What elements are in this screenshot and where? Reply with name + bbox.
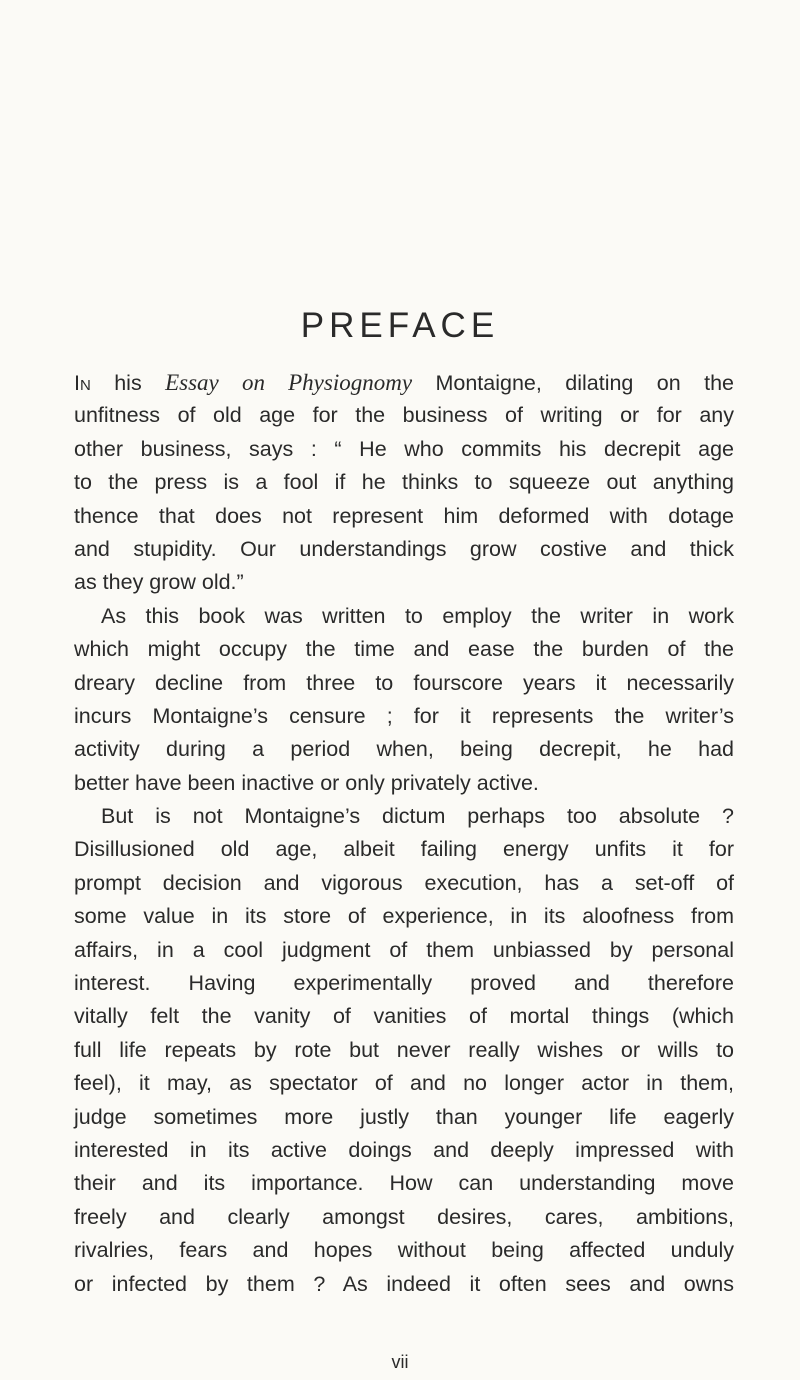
text-line: As this book was written to employ the writer in work <box>101 603 734 628</box>
text-line: affairs, in a cool judgment of them unbiassed by personal <box>74 937 734 962</box>
text-line: rivalries, fears and hopes without being affected unduly <box>74 1238 734 1263</box>
text-line: prompt decision and vigorous execution, has a set-off of <box>74 870 734 895</box>
text-line: activity during a period when, being decrepit, he had <box>74 737 734 762</box>
text-line: But is not Montaigne’s dictum perhaps too absolute ? <box>101 804 734 829</box>
text-line: vitally felt the vanity of vanities of mortal things (which <box>74 1004 734 1029</box>
text-line: or infected by them ? As indeed it often sees and owns <box>74 1271 734 1296</box>
text-fragment: his <box>90 371 166 395</box>
text-line: unfitness of old age for the business of writing or for any <box>74 403 734 428</box>
page-heading: PREFACE <box>300 306 500 345</box>
text-line: full life repeats by rote but never really wishes or wills to <box>74 1037 734 1062</box>
text-line: to the press is a fool if he thinks to squeeze out anything <box>74 470 734 495</box>
text-line: judge sometimes more justly than younger life eagerly <box>74 1104 734 1129</box>
text-line: and stupidity. Our understandings grow costive and thick <box>74 536 734 561</box>
text-line: freely and clearly amongst desires, cares, ambitions, <box>74 1204 734 1229</box>
text-line: feel), it may, as spectator of and no longer actor in them, <box>74 1071 734 1096</box>
text-line: better have been inactive or only privately active. <box>74 770 539 795</box>
text-line: which might occupy the time and ease the burden of the <box>74 637 734 662</box>
text-line: other business, says : “ He who commits his decrepit age <box>74 436 734 461</box>
text-line: as they grow old.” <box>74 570 244 595</box>
text-line: Disillusioned old age, albeit failing energy unfits it for <box>74 837 734 862</box>
body-text <box>74 366 734 1301</box>
text-line: interest. Having experimentally proved and therefore <box>74 971 734 996</box>
text-line: incurs Montaigne’s censure ; for it represents the writer’s <box>74 703 734 728</box>
drop-word: In <box>74 371 91 395</box>
text-line: dreary decline from three to fourscore years it necessarily <box>74 670 734 695</box>
text-fragment: Montaigne, dilating on the <box>412 371 734 395</box>
page-number: vii <box>391 1352 409 1372</box>
book-title: Essay on Physiognomy <box>165 370 413 395</box>
text-line: their and its importance. How can understanding move <box>74 1171 734 1196</box>
text-line: interested in its active doings and deeply impressed with <box>74 1137 734 1162</box>
text-line: thence that does not represent him deformed with dotage <box>74 503 734 528</box>
text-line <box>74 366 734 399</box>
text-line: some value in its store of experience, in its aloofness from <box>74 904 734 929</box>
